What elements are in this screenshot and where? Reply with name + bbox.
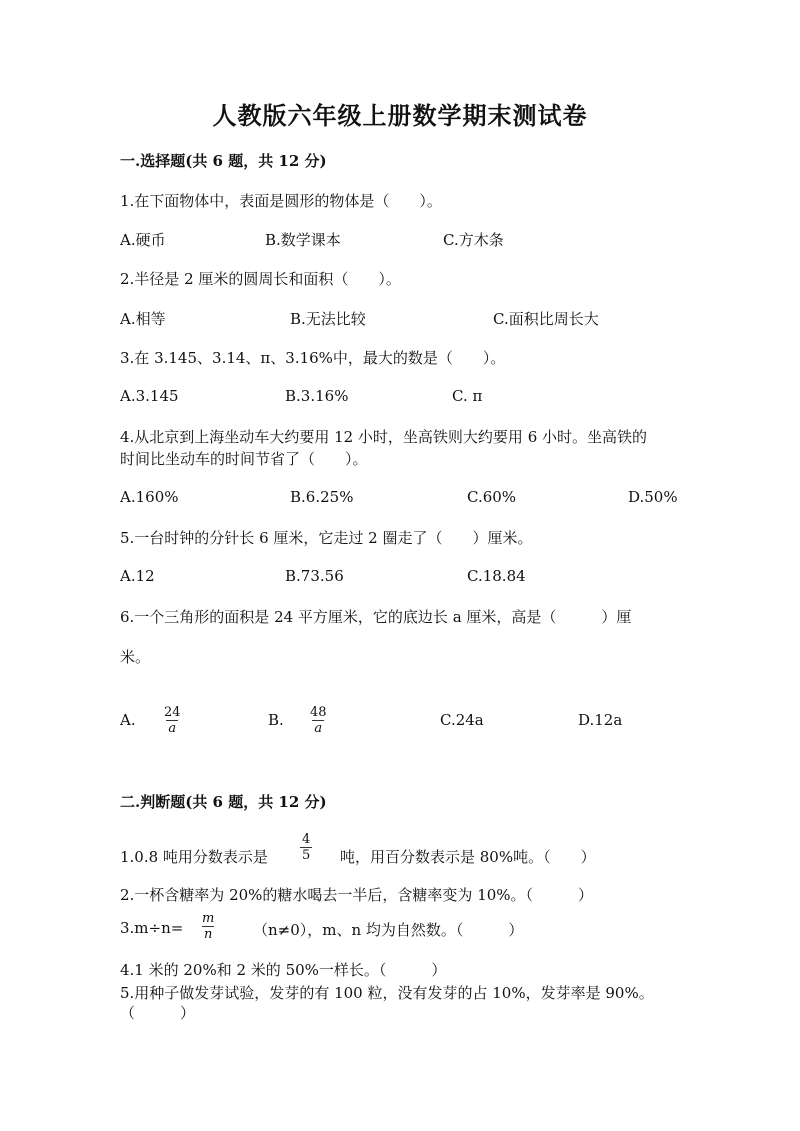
judgement-3-suffix: （n≠0），m、n 均为自然数。（ ） (253, 921, 524, 939)
question-6-line1: 6.一个三角形的面积是 24 平方厘米，它的底边长 a 厘米，高是（ ）厘 (120, 608, 632, 626)
judgement-1-suffix: 吨，用百分数表示是 80%吨。（ ） (340, 848, 596, 866)
judgement-2: 2.一杯含糖率为 20%的糖水喝去一半后，含糖率变为 10%。（ ） (120, 886, 594, 904)
q4-option-c: C.60% (467, 488, 517, 506)
fraction-denominator: n (203, 927, 213, 943)
q5-option-c: C.18.84 (467, 567, 526, 585)
q3-option-b: B.3.16% (285, 387, 349, 405)
question-2: 2.半径是 2 厘米的圆周长和面积（ ）。 (120, 270, 401, 288)
fraction-numerator: 24 (164, 705, 181, 720)
judgement-1-fraction (300, 833, 312, 864)
fraction-denominator: a (314, 721, 323, 737)
question-4-line1: 4.从北京到上海坐动车大约要用 12 小时，坐高铁则大约要用 6 小时。坐高铁的 (120, 428, 648, 446)
page-title: 人教版六年级上册数学期末测试卷 (212, 101, 588, 130)
section-heading-judgement: 二.判断题(共 6 题，共 12 分) (120, 793, 327, 811)
q1-option-c: C.方木条 (443, 231, 504, 249)
fraction-numerator: 4 (302, 832, 311, 847)
fraction-numerator: m (202, 911, 215, 926)
q6-option-b: B. (268, 711, 284, 729)
question-1: 1.在下面物体中，表面是圆形的物体是（ ）。 (120, 192, 442, 210)
q5-option-b: B.73.56 (285, 567, 344, 585)
question-4-line2: 时间比坐动车的时间节省了（ ）。 (120, 450, 368, 468)
fraction-denominator: a (168, 721, 177, 737)
judgement-3-fraction (200, 912, 216, 943)
q3-option-c: C. π (452, 387, 483, 405)
q6-option-c: C.24a (440, 711, 484, 729)
q1-option-a: A.硬币 (120, 231, 166, 249)
question-3: 3.在 3.145、3.14、π、3.16%中，最大的数是（ ）。 (120, 349, 506, 367)
question-5: 5.一台时钟的分针长 6 厘米，它走过 2 圈走了（ ）厘米。 (120, 529, 533, 547)
q6-option-d: D.12a (578, 711, 623, 729)
q2-option-c: C.面积比周长大 (493, 310, 599, 328)
judgement-3-prefix: 3.m÷n= (120, 919, 184, 937)
q5-option-a: A.12 (120, 567, 155, 585)
q2-option-a: A.相等 (120, 310, 166, 328)
q6-option-a: A. (120, 711, 136, 729)
q6-fraction-b (308, 706, 329, 737)
section-heading-choice: 一.选择题(共 6 题，共 12 分) (120, 152, 327, 170)
judgement-5-line2: （ ） (120, 1004, 196, 1022)
q2-option-b: B.无法比较 (290, 310, 366, 328)
judgement-5-line1: 5.用种子做发芽试验，发芽的有 100 粒，没有发芽的占 10%，发芽率是 90%。 (120, 984, 654, 1002)
fraction-denominator: 5 (302, 848, 311, 864)
fraction-numerator: 48 (310, 705, 327, 720)
q1-option-b: B.数学课本 (265, 231, 341, 249)
q3-option-a: A.3.145 (120, 387, 179, 405)
q4-option-a: A.160% (120, 488, 179, 506)
judgement-4: 4.1 米的 20%和 2 米的 50%一样长。（ ） (120, 961, 447, 979)
q6-fraction-a (162, 706, 183, 737)
q4-option-b: B.6.25% (290, 488, 354, 506)
judgement-1-prefix: 1.0.8 吨用分数表示是 (120, 848, 268, 866)
q4-option-d: D.50% (628, 488, 678, 506)
question-6-line2: 米。 (120, 648, 151, 666)
